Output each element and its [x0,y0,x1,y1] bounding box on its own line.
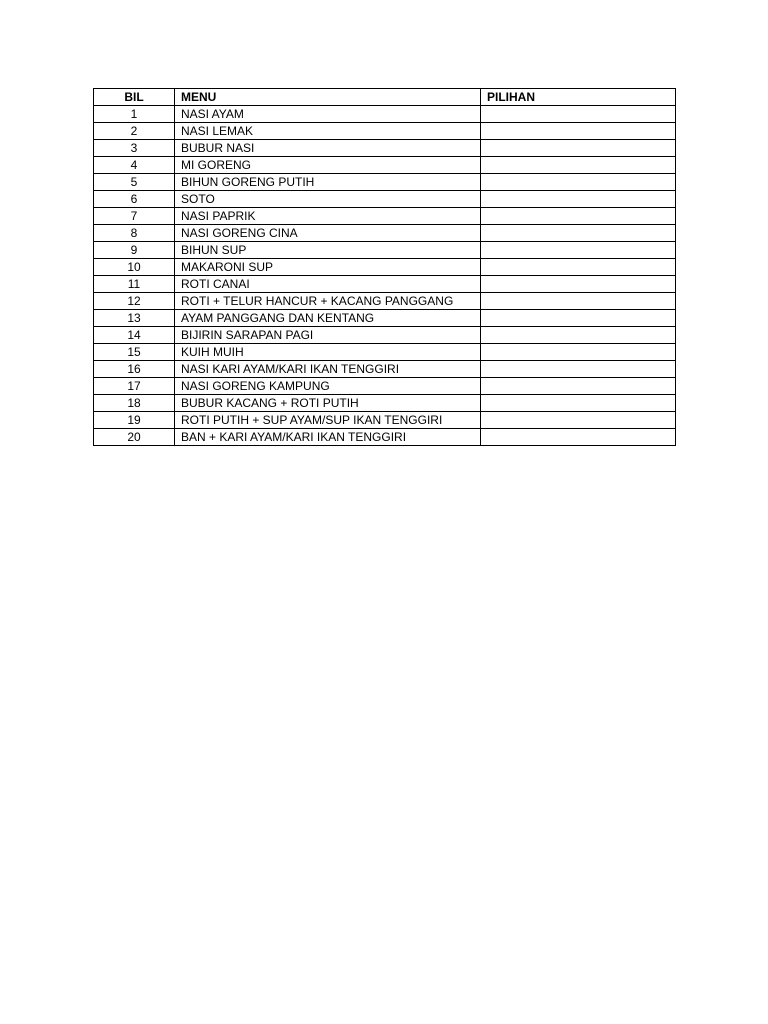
menu-item: NASI GORENG CINA [175,225,481,242]
table-row [94,208,676,225]
choice-cell[interactable] [481,174,676,191]
row-number: 14 [94,327,175,344]
row-number: 2 [94,123,175,140]
row-number: 10 [94,259,175,276]
choice-cell[interactable] [481,259,676,276]
menu-table [93,88,676,446]
menu-item: AYAM PANGGANG DAN KENTANG [175,310,481,327]
menu-item: NASI PAPRIK [175,208,481,225]
choice-cell[interactable] [481,412,676,429]
menu-item: NASI KARI AYAM/KARI IKAN TENGGIRI [175,361,481,378]
menu-item: KUIH MUIH [175,344,481,361]
menu-item: NASI LEMAK [175,123,481,140]
choice-cell[interactable] [481,140,676,157]
menu-item: MI GORENG [175,157,481,174]
table-row [94,242,676,259]
row-number: 17 [94,378,175,395]
menu-item: SOTO [175,191,481,208]
row-number: 15 [94,344,175,361]
choice-cell[interactable] [481,429,676,446]
table-row [94,395,676,412]
table-row [94,225,676,242]
table-row [94,259,676,276]
choice-cell[interactable] [481,123,676,140]
menu-item: MAKARONI SUP [175,259,481,276]
row-number: 12 [94,293,175,310]
choice-cell[interactable] [481,225,676,242]
menu-item: BIHUN SUP [175,242,481,259]
header-bil: BIL [94,89,175,106]
header-pilihan: PILIHAN [481,89,676,106]
table-header-row [94,89,676,106]
table-row [94,327,676,344]
table-row [94,378,676,395]
table-row [94,106,676,123]
table-row [94,344,676,361]
choice-cell[interactable] [481,191,676,208]
table-row [94,140,676,157]
choice-cell[interactable] [481,106,676,123]
choice-cell[interactable] [481,157,676,174]
table-row [94,310,676,327]
row-number: 13 [94,310,175,327]
row-number: 4 [94,157,175,174]
row-number: 3 [94,140,175,157]
row-number: 9 [94,242,175,259]
choice-cell[interactable] [481,208,676,225]
menu-item: BAN + KARI AYAM/KARI IKAN TENGGIRI [175,429,481,446]
choice-cell[interactable] [481,395,676,412]
table-row [94,174,676,191]
row-number: 11 [94,276,175,293]
choice-cell[interactable] [481,310,676,327]
menu-item: ROTI + TELUR HANCUR + KACANG PANGGANG [175,293,481,310]
row-number: 19 [94,412,175,429]
row-number: 1 [94,106,175,123]
menu-item: BIHUN GORENG PUTIH [175,174,481,191]
row-number: 20 [94,429,175,446]
menu-item: NASI AYAM [175,106,481,123]
choice-cell[interactable] [481,327,676,344]
menu-item: ROTI CANAI [175,276,481,293]
choice-cell[interactable] [481,276,676,293]
choice-cell[interactable] [481,293,676,310]
table-row [94,361,676,378]
choice-cell[interactable] [481,242,676,259]
choice-cell[interactable] [481,344,676,361]
row-number: 7 [94,208,175,225]
row-number: 16 [94,361,175,378]
table-row [94,293,676,310]
menu-item: BIJIRIN SARAPAN PAGI [175,327,481,344]
choice-cell[interactable] [481,378,676,395]
row-number: 5 [94,174,175,191]
table-row [94,276,676,293]
choice-cell[interactable] [481,361,676,378]
table-row [94,123,676,140]
table-row [94,412,676,429]
table-row [94,429,676,446]
menu-item: ROTI PUTIH + SUP AYAM/SUP IKAN TENGGIRI [175,412,481,429]
header-menu: MENU [175,89,481,106]
menu-item: BUBUR KACANG + ROTI PUTIH [175,395,481,412]
menu-table-body [94,106,676,446]
menu-item: NASI GORENG KAMPUNG [175,378,481,395]
table-row [94,157,676,174]
menu-item: BUBUR NASI [175,140,481,157]
row-number: 18 [94,395,175,412]
table-row [94,191,676,208]
row-number: 6 [94,191,175,208]
row-number: 8 [94,225,175,242]
